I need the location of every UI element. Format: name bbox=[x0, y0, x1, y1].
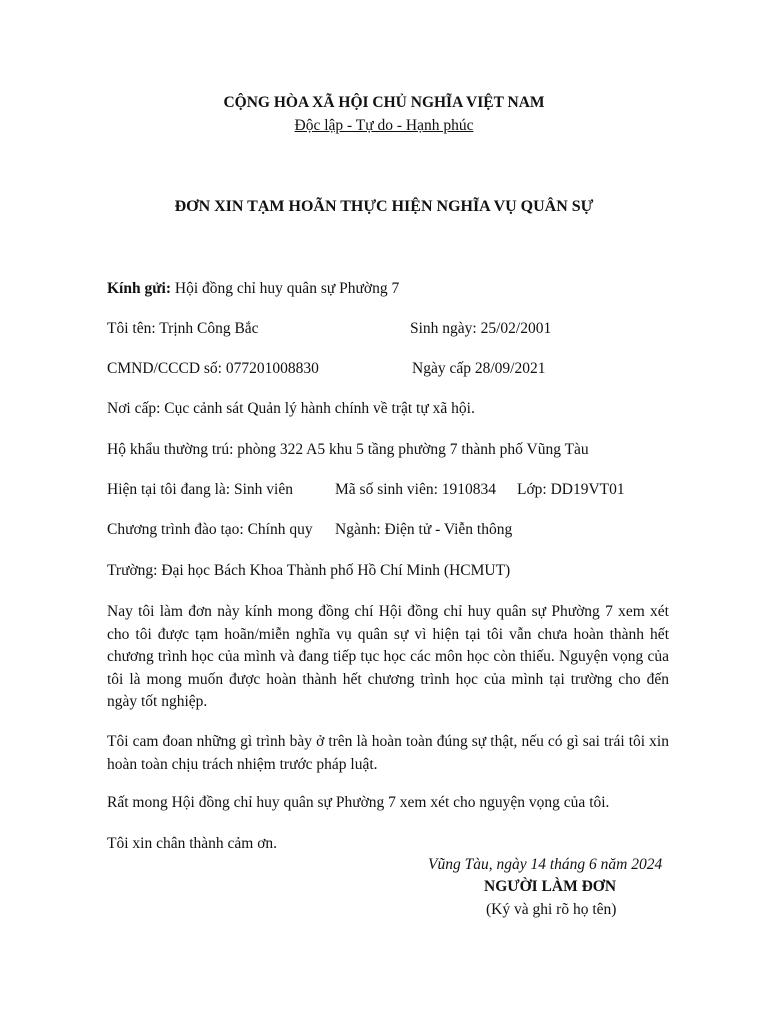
signer-role: NGƯỜI LÀM ĐƠN bbox=[484, 878, 617, 895]
recipient-label: Kính gửi: bbox=[107, 280, 171, 297]
dob-field: Sinh ngày: 25/02/2001 bbox=[410, 320, 552, 337]
major-field: Ngành: Điện tử - Viễn thông bbox=[335, 521, 513, 538]
program-field: Chương trình đào tạo: Chính quy bbox=[107, 521, 313, 538]
place-date: Vũng Tàu, ngày 14 tháng 6 năm 2024 bbox=[428, 856, 663, 873]
school-field: Trường: Đại học Bách Khoa Thành phố Hồ Chí Minh (HCMUT) bbox=[107, 562, 511, 579]
recipient-value: Hội đồng chỉ huy quân sự Phường 7 bbox=[174, 280, 400, 297]
status-field: Hiện tại tôi đang là: Sinh viên bbox=[107, 481, 293, 498]
request-paragraph: Nay tôi làm đơn này kính mong đồng chí Hội đồng chỉ huy quân sự Phường 7 xem xét cho tôi được tạm hoãn/miễn nghĩa vụ quân sự vì hiện tại tôi vẫn chưa hoàn thành hết chương trình học của mình và đang tiếp tục học các môn học còn thiếu. Nguyện vọng của tôi là mong muốn được hoàn thành hết chương trình học của mình tại trường cho đến ngày tốt nghiệp. bbox=[107, 603, 669, 710]
name-field: Tôi tên: Trịnh Công Bắc bbox=[107, 320, 259, 337]
thanks-line: Tôi xin chân thành cảm ơn. bbox=[107, 835, 278, 852]
document-title: ĐƠN XIN TẠM HOÃN THỰC HIỆN NGHĨA VỤ QUÂN SỰ bbox=[174, 198, 594, 215]
hope-line: Rất mong Hội đồng chỉ huy quân sự Phường 7 xem xét cho nguyện vọng của tôi. bbox=[107, 794, 610, 811]
nation-heading: CỘNG HÒA XÃ HỘI CHỦ NGHĨA VIỆT NAM bbox=[223, 94, 545, 111]
motto-text: Độc lập - Tự do - Hạnh phúc bbox=[294, 117, 474, 134]
id-number-field: CMND/CCCD số: 077201008830 bbox=[107, 360, 319, 377]
residence-field: Hộ khẩu thường trú: phòng 322 A5 khu 5 tầng phường 7 thành phố Vũng Tàu bbox=[107, 441, 589, 458]
student-id-field: Mã số sinh viên: 1910834 bbox=[335, 481, 497, 498]
issue-date-field: Ngày cấp 28/09/2021 bbox=[412, 360, 546, 377]
commitment-paragraph: Tôi cam đoan những gì trình bày ở trên là hoàn toàn đúng sự thật, nếu có gì sai trái tôi xin hoàn toàn chịu trách nhiệm trước pháp luật. bbox=[107, 733, 669, 773]
motto bbox=[0, 117, 768, 135]
class-field: Lớp: DD19VT01 bbox=[517, 481, 625, 498]
issued-by-field: Nơi cấp: Cục cảnh sát Quản lý hành chính về trật tự xã hội. bbox=[107, 400, 475, 417]
signature-note: (Ký và ghi rõ họ tên) bbox=[486, 901, 617, 918]
recipient-line bbox=[107, 280, 399, 298]
